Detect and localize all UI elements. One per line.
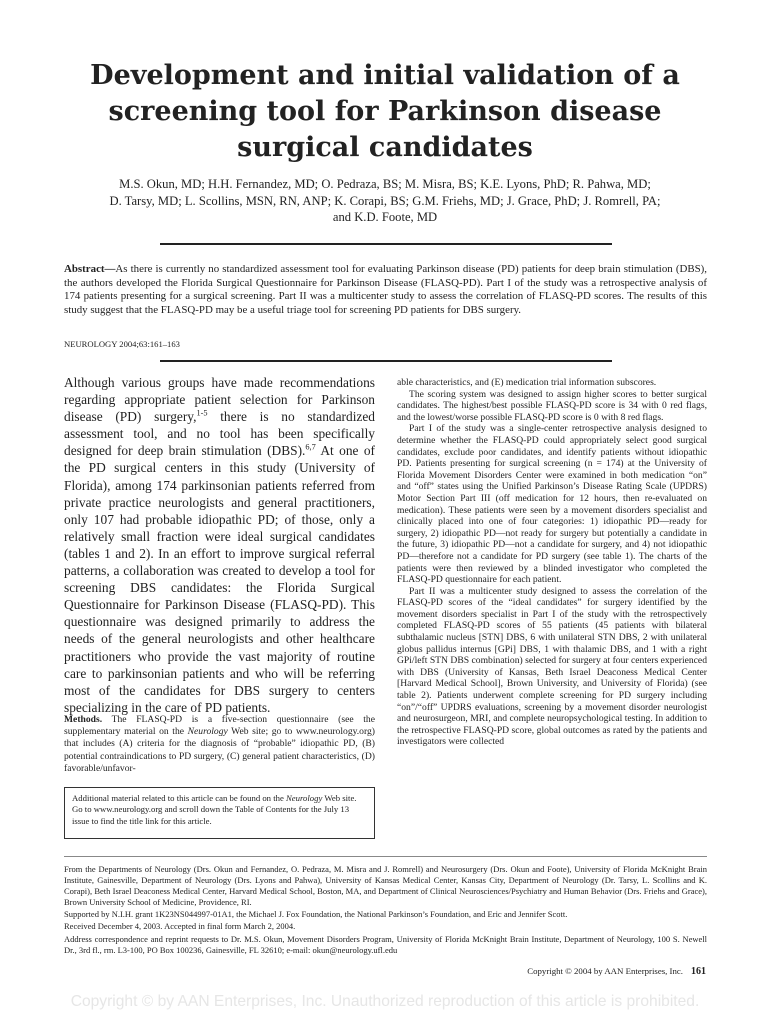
intro-text: At one of the PD surgical centers in this study (University of Florida), among 174 parkinsonian patients referred from private practice neurologists and general practitioners, only 107 had probable idiopathic PD; of those, only a relatively small fraction were ideal surgical candidates (tables 1 and 2). In an effort to improve surgical referral patterns, a collaboration was created to develop a tool for screening DBS candidates: the Florida Surgical Questionnaire for Parkinson Disease (FLASQ-PD). This questionnaire was designed primarily to address the needs of the general neurologists and other healthcare practitioners who provide the vast majority of routine care to parkinsonian patients and who will be referring most of the candidates for DBS surgery to centers specializing in the care of PD patients. xyxy=(64,443,375,715)
note-text: Additional material related to this article can be found on the xyxy=(72,793,286,803)
author-list xyxy=(50,176,720,226)
abstract-label: Abstract— xyxy=(64,263,116,275)
intro-paragraph xyxy=(64,374,375,716)
copyright-line xyxy=(527,966,706,977)
body-paragraph: Part II was a multicenter study designed to assess the correlation of the FLASQ-PD scores of the “ideal candidates” for surgery identified by the movement disorders specialist in Part I of the study with the retrospectively completed FLASQ-PD scores of 55 patients (45 patients with bilateral subthalamic nucleus [STN] DBS, 6 with unilateral STN DBS, 2 with unilateral globus pallidus internus [GPi] DBS, 1 with thalamic DBS, and 1 with a right GPi/left STN DBS combination) selected for surgery at four centers experienced with DBS (University of Kansas, Beth Israel Deaconess Medical Center [Harvard Medical School], Brown University, and University of Florida) (see table 2). Patients underwent complete screening for PD surgery including “on”/“off” UPDRS evaluations, screening by a movement disorder neurologist and neurosurgeon, MRI, and complete neuropsychological testing. In addition to the retrospective FLASQ-PD score, global outcomes as rated by the patients and investigators were collected xyxy=(397,585,707,748)
copyright-text: Copyright © 2004 by AAN Enterprises, Inc. xyxy=(527,966,683,976)
body-paragraph: The scoring system was designed to assign higher scores to better surgical candidates. The highest/best possible FLASQ-PD score is 34 with 0 red flags, and the lowest/worse possible FLASQ-PD score is 0 with 8 red flags. xyxy=(397,388,707,423)
right-column xyxy=(397,377,707,748)
abstract-text: As there is currently no standardized assessment tool for evaluating Parkinson disease (PD) patients for deep brain stimulation (DBS), the authors developed the Florida Surgical Questionnaire for Parkinson Disease (FLASQ-PD). Part I of the study was a retrospective analysis of 174 patients presenting for a surgical screening. Part II was a multicenter study to assess the correlation of FLASQ-PD scores. The results of this study suggest that the FLASQ-PD may be a useful triage tool for screening PD patients for DBS surgery. xyxy=(64,263,707,316)
methods-text: The FLASQ-PD is a five-section questionnaire (see the supplementary material on the xyxy=(64,714,375,738)
title-line: screening tool for Parkinson disease xyxy=(108,96,662,127)
watermark: Copyright © by AAN Enterprises, Inc. Unauthorized reproduction of this article is prohibited. xyxy=(70,993,700,1010)
affiliations-footnote: From the Departments of Neurology (Drs. Okun and Fernandez, O. Pedraza, M. Misra and J. Romrell) and Neurosurgery (Drs. Okun and Foote), University of Florida McKnight Brain Institute, Gainesville, Department of Neurology (Drs. Lyons and Pahwa), University of Kansas Medical Center, Kansas City, Department of Neurology (Dr. Tarsy, L. Scollins and K. Corapi), Beth Israel Deaconess Medical Center, Harvard Medical School, Boston, MA, and Department of Clinical Neurosciences/Psychiatry and Human Behavior (Drs. Friehs and Grace), Brown University School of Medicine, Providence, RI. xyxy=(64,864,707,908)
author-line: and K.D. Foote, MD xyxy=(332,210,438,224)
footnote-divider xyxy=(64,856,707,857)
reference-superscript: 6,7 xyxy=(305,442,316,452)
body-paragraph: Part I of the study was a single-center retrospective analysis designed to determine whether the FLASQ-PD could appropriately select good surgical candidates, exclude poor candidates, and identify patients without idiopathic PD. Patients presenting for surgical screening (n = 174) at the University of Florida Movement Disorders Center were examined in both medication “on” and “off” states using the Unified Parkinson’s Disease Rating Scale (UPDRS) Motor Section Part III (off medication for 12 hours, then re-evaluated on medication). These patients were seen by a movement disorders specialist and clinically placed into one of four categories: 1) idiopathic PD—ready for surgery, 2) idiopathic PD—not ready for surgery but potentially a candidate in the future, 3) idiopathic PD—not a candidate for surgery, and 4) not idiopathic PD—therefore not a candidate for PD surgery (see table 1). The charts of the patients were then reviewed by a blinded investigator who completed the FLASQ-PD questionnaire for each patient. xyxy=(397,423,707,586)
journal-citation: NEUROLOGY 2004;63:161–163 xyxy=(64,339,180,349)
methods-text: Web site; go to www.neurology.org) that includes (A) criteria for the diagnosis of “probable” idiopathic PD, (B) potential contraindications to PD surgery, (C) general patient characteristics, (D) favorable/unfavor- xyxy=(64,726,375,774)
intro-text: Although various groups have made recommendations regarding appropriate patient selection for Parkinson disease (PD) surgery, xyxy=(64,375,375,425)
journal-name: Neurology xyxy=(285,793,323,803)
methods-heading: Methods. xyxy=(64,714,103,725)
title-line: surgical candidates xyxy=(237,132,533,163)
received-footnote: Received December 4, 2003. Accepted in final form March 2, 2004. xyxy=(64,921,296,932)
journal-name: Neurology xyxy=(187,726,228,738)
divider-bottom xyxy=(160,360,612,362)
methods-paragraph xyxy=(64,714,375,775)
footnotes xyxy=(64,864,707,957)
author-line: D. Tarsy, MD; L. Scollins, MSN, RN, ANP; K. Corapi, BS; G.M. Friehs, MD; J. Grace, PhD; J. Romrell, PA; xyxy=(109,193,661,208)
divider-top xyxy=(160,243,612,245)
author-line: M.S. Okun, MD; H.H. Fernandez, MD; O. Pedraza, BS; M. Misra, BS; K.E. Lyons, PhD; R. Pahwa, MD; xyxy=(119,177,651,191)
funding-footnote: Supported by N.I.H. grant 1K23NS044997-01A1, the Michael J. Fox Foundation, the National Parkinson’s Foundation, and Eric and Jennifer Scott. xyxy=(64,909,568,920)
intro-text: there is no standardized assessment tool, and no tool has been specifically designed for deep brain stimulation (DBS). xyxy=(64,409,376,459)
title-line: Development and initial validation of a xyxy=(90,60,680,91)
correspondence-footnote: Address correspondence and reprint requests to Dr. M.S. Okun, Movement Disorders Program, University of Florida McKnight Brain Institute, Department of Neurology, 100 S. Newell Dr., 3rd fl., rm. L3-100, PO Box 100236, Gainesville, FL 32610; e-mail: okun@neurology.ufl.edu xyxy=(64,933,707,955)
reference-superscript: 1-5 xyxy=(196,408,208,418)
page-number: 161 xyxy=(691,966,706,977)
article-title xyxy=(40,58,730,166)
note-text: Web site. Go to www.neurology.org and scroll down the Table of Contents for the July 13 issue to find the title link for this article. xyxy=(72,793,357,826)
body-paragraph: able characteristics, and (E) medication trial information subscores. xyxy=(397,377,657,388)
abstract xyxy=(64,263,707,317)
supplementary-note xyxy=(72,793,368,827)
